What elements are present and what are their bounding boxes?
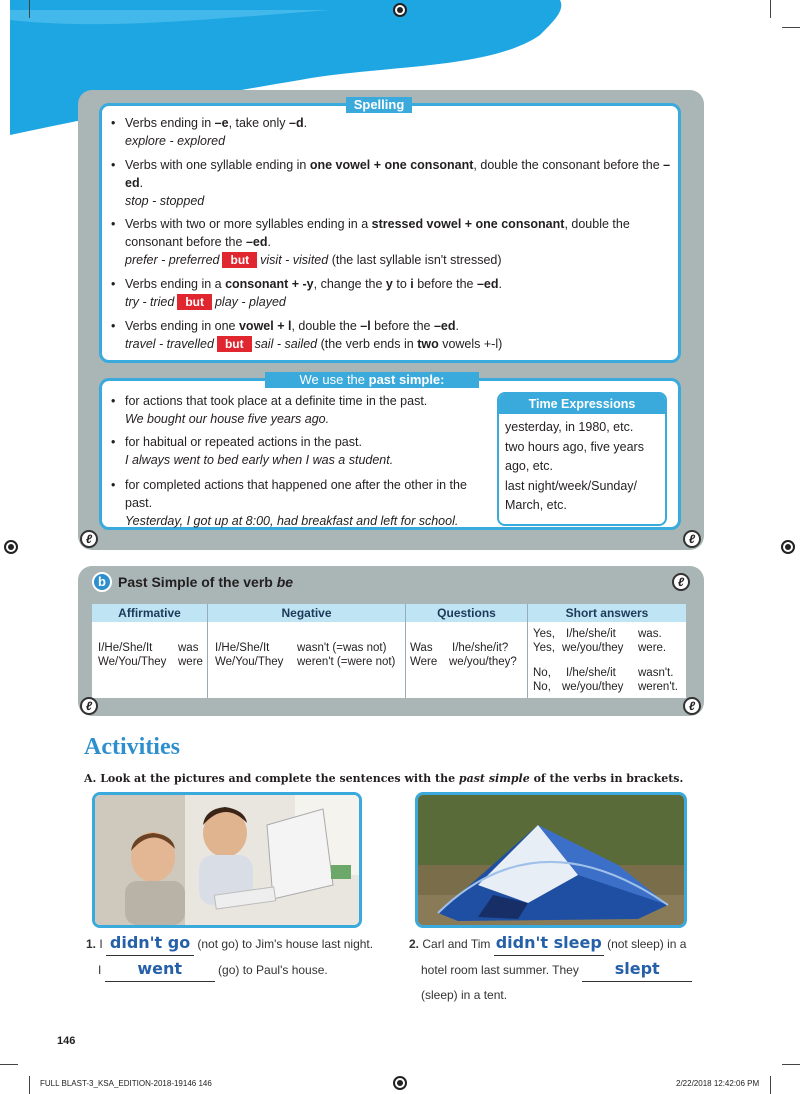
time-expressions-title: Time Expressions (499, 394, 665, 414)
section-b-badge (92, 572, 112, 592)
table-cell: Yes, (533, 628, 555, 640)
but-label: but (177, 294, 212, 310)
spelling-note-3: (the last syllable isn't stressed) (331, 253, 502, 267)
usage-text-3: for completed actions that happened one after the other in the past. (125, 478, 467, 510)
table-cell: weren't. (638, 681, 678, 693)
table-cell: was. (638, 628, 662, 640)
divider (207, 604, 208, 698)
info-icon: ℓ (683, 697, 701, 715)
usage-item-2: • for habitual or repeated actions in the past. I always went to bed early when I was a student. (125, 433, 490, 469)
answer-blank-1[interactable] (106, 932, 194, 956)
answer-text: went (137, 959, 183, 978)
info-icon: ℓ (683, 530, 701, 548)
table-cell: We/You/They (98, 656, 167, 668)
time-line: March, etc. (505, 498, 567, 512)
answer-text: didn't sleep (495, 933, 602, 952)
divider (405, 604, 406, 698)
tent-photo (415, 792, 687, 928)
usage-example-1: We bought our house five years ago. (125, 412, 330, 426)
answer-text: slept (614, 959, 660, 978)
usage-text-2: for habitual or repeated actions in the past. (125, 435, 362, 449)
header-questions: Questions (406, 604, 527, 622)
table-cell: we/you/they (562, 642, 624, 654)
info-icon: ℓ (672, 573, 690, 591)
answer-text: didn't go (109, 933, 191, 952)
spelling-title: Spelling (346, 97, 412, 113)
registration-mark (393, 1076, 407, 1090)
spelling-example-2: stop - stopped (125, 194, 205, 208)
section-b-title-verb: be (276, 574, 294, 590)
sentence-text: I (98, 963, 102, 977)
time-line: ago, etc. (505, 459, 553, 473)
table-cell: We/You/They (215, 656, 284, 668)
table-cell: we/you/they (562, 681, 624, 693)
header-short-answers: Short answers (528, 604, 686, 622)
spelling-example-5a: travel - travelled (125, 337, 214, 351)
exercise-number: 2. (409, 937, 420, 951)
time-line: yesterday, in 1980, etc. (505, 420, 634, 434)
sentence-text: (go) to Paul's house. (218, 963, 328, 977)
spelling-example-4a: try - tried (125, 295, 175, 309)
spelling-rule-5: • Verbs ending in one vowel + l, double the –l before the –ed. travel - travelled but sail - sailed (the verb ends in two vowels +-l) (111, 319, 503, 351)
section-b-title (118, 574, 293, 590)
registration-mark (781, 540, 795, 554)
spelling-example-3b: visit - visited (260, 253, 329, 267)
table-cell: wasn't. (638, 667, 674, 679)
spelling-example-4b: play - played (214, 295, 286, 309)
header-negative: Negative (208, 604, 405, 622)
exercise-2 (409, 932, 709, 1006)
answer-blank-4[interactable] (582, 958, 692, 982)
but-label: but (217, 336, 252, 352)
footer-left: FULL BLAST-3_KSA_EDITION-2018-19146 146 (40, 1079, 212, 1088)
crop-mark (29, 1076, 30, 1094)
table-cell: I/he/she/it (566, 667, 616, 679)
crop-mark (29, 0, 30, 18)
boys-computer-photo (92, 792, 362, 928)
crop-mark (782, 27, 800, 28)
sentence-text: I (99, 937, 103, 951)
footer-right: 2/22/2018 12:42:06 PM (676, 1079, 760, 1088)
crop-mark (0, 1064, 18, 1065)
usage-title: We use the past simple: (265, 372, 479, 388)
answer-blank-2[interactable] (105, 958, 215, 982)
crop-mark (770, 1076, 771, 1094)
activities-title: Activities (84, 734, 180, 760)
usage-item-3: • for completed actions that happened one after the other in the past. Yesterday, I got up at 8:00, had breakfast and left for school. (125, 476, 493, 530)
time-line: last night/week/Sunday/ (505, 478, 638, 493)
table-cell: I/he/she/it (566, 628, 616, 640)
info-icon: ℓ (80, 697, 98, 715)
section-b-title-text: Past Simple of the verb (118, 574, 277, 590)
info-icon: ℓ (80, 530, 98, 548)
sentence-text: Carl and Tim (422, 937, 491, 951)
table-cell: wasn't (=was not) (297, 642, 387, 654)
table-cell: weren't (=were not) (297, 656, 396, 668)
spelling-example-1: explore - explored (125, 134, 226, 148)
answer-blank-3[interactable] (494, 932, 604, 956)
exercise-number: 1. (86, 937, 97, 951)
time-expressions-text (505, 418, 665, 516)
table-cell: I/he/she/it? (452, 642, 509, 654)
sentence-text: hotel room last summer. They (421, 963, 579, 977)
table-cell: we/you/they? (449, 656, 517, 668)
table-cell: Yes, (533, 642, 555, 654)
instruction-text: A. Look at the pictures and complete the sentences with the (84, 772, 459, 785)
but-label: but (222, 252, 257, 268)
header-affirmative: Affirmative (92, 604, 207, 622)
table-cell: No, (533, 681, 551, 693)
registration-mark (393, 3, 407, 17)
table-cell: Was (410, 642, 433, 654)
table-cell: I/He/She/It (215, 642, 270, 654)
activity-instruction (84, 772, 683, 785)
divider (527, 604, 528, 698)
spelling-rule-2: • Verbs with one syllable ending in one vowel + one consonant, double the consonant before the –ed. stop - stopped (125, 156, 675, 210)
usage-example-3: Yesterday, I got up at 8:00, had breakfast and left for school. (125, 514, 459, 528)
table-cell: Were (410, 656, 438, 668)
usage-text-1: for actions that took place at a definite time in the past. (125, 394, 428, 408)
usage-item-1: • for actions that took place at a definite time in the past. We bought our house five years ago. (125, 392, 490, 428)
table-cell: No, (533, 667, 551, 679)
usage-example-2: I always went to bed early when I was a student. (125, 453, 394, 467)
time-line: two hours ago, five years (505, 439, 644, 454)
crop-mark (770, 0, 771, 18)
exercise-1 (86, 932, 396, 982)
time-expressions-box (497, 392, 667, 526)
spelling-rule-4: • Verbs ending in a consonant + -y, change the y to i before the –ed. try - tried but play - played (111, 277, 503, 309)
spelling-example-3a: prefer - preferred (125, 253, 220, 267)
crop-mark (782, 1064, 800, 1065)
sentence-text: (not sleep) in a (607, 937, 687, 951)
instruction-italic: past simple (458, 772, 530, 785)
table-cell: I/He/She/It (98, 642, 153, 654)
table-cell: was (178, 642, 199, 654)
instruction-text-end: of the verbs in brackets. (529, 772, 684, 785)
sentence-text: (sleep) in a tent. (421, 988, 508, 1002)
spelling-example-5b: sail - sailed (254, 337, 318, 351)
registration-mark (4, 540, 18, 554)
sentence-text: (not go) to Jim's house last night. (197, 937, 374, 951)
table-cell: were. (638, 642, 667, 654)
badge-letter: b (98, 574, 106, 589)
table-cell: were (178, 656, 203, 668)
page-number: 146 (57, 1035, 76, 1047)
spelling-rule-3: • Verbs with two or more syllables ending in a stressed vowel + one consonant, double the consonant before the –ed. prefer - preferred but visit - visited (the last syllable isn't stressed) (111, 217, 630, 267)
spelling-rule-1: • Verbs ending in –e, take only –d. explore - explored (125, 114, 670, 150)
